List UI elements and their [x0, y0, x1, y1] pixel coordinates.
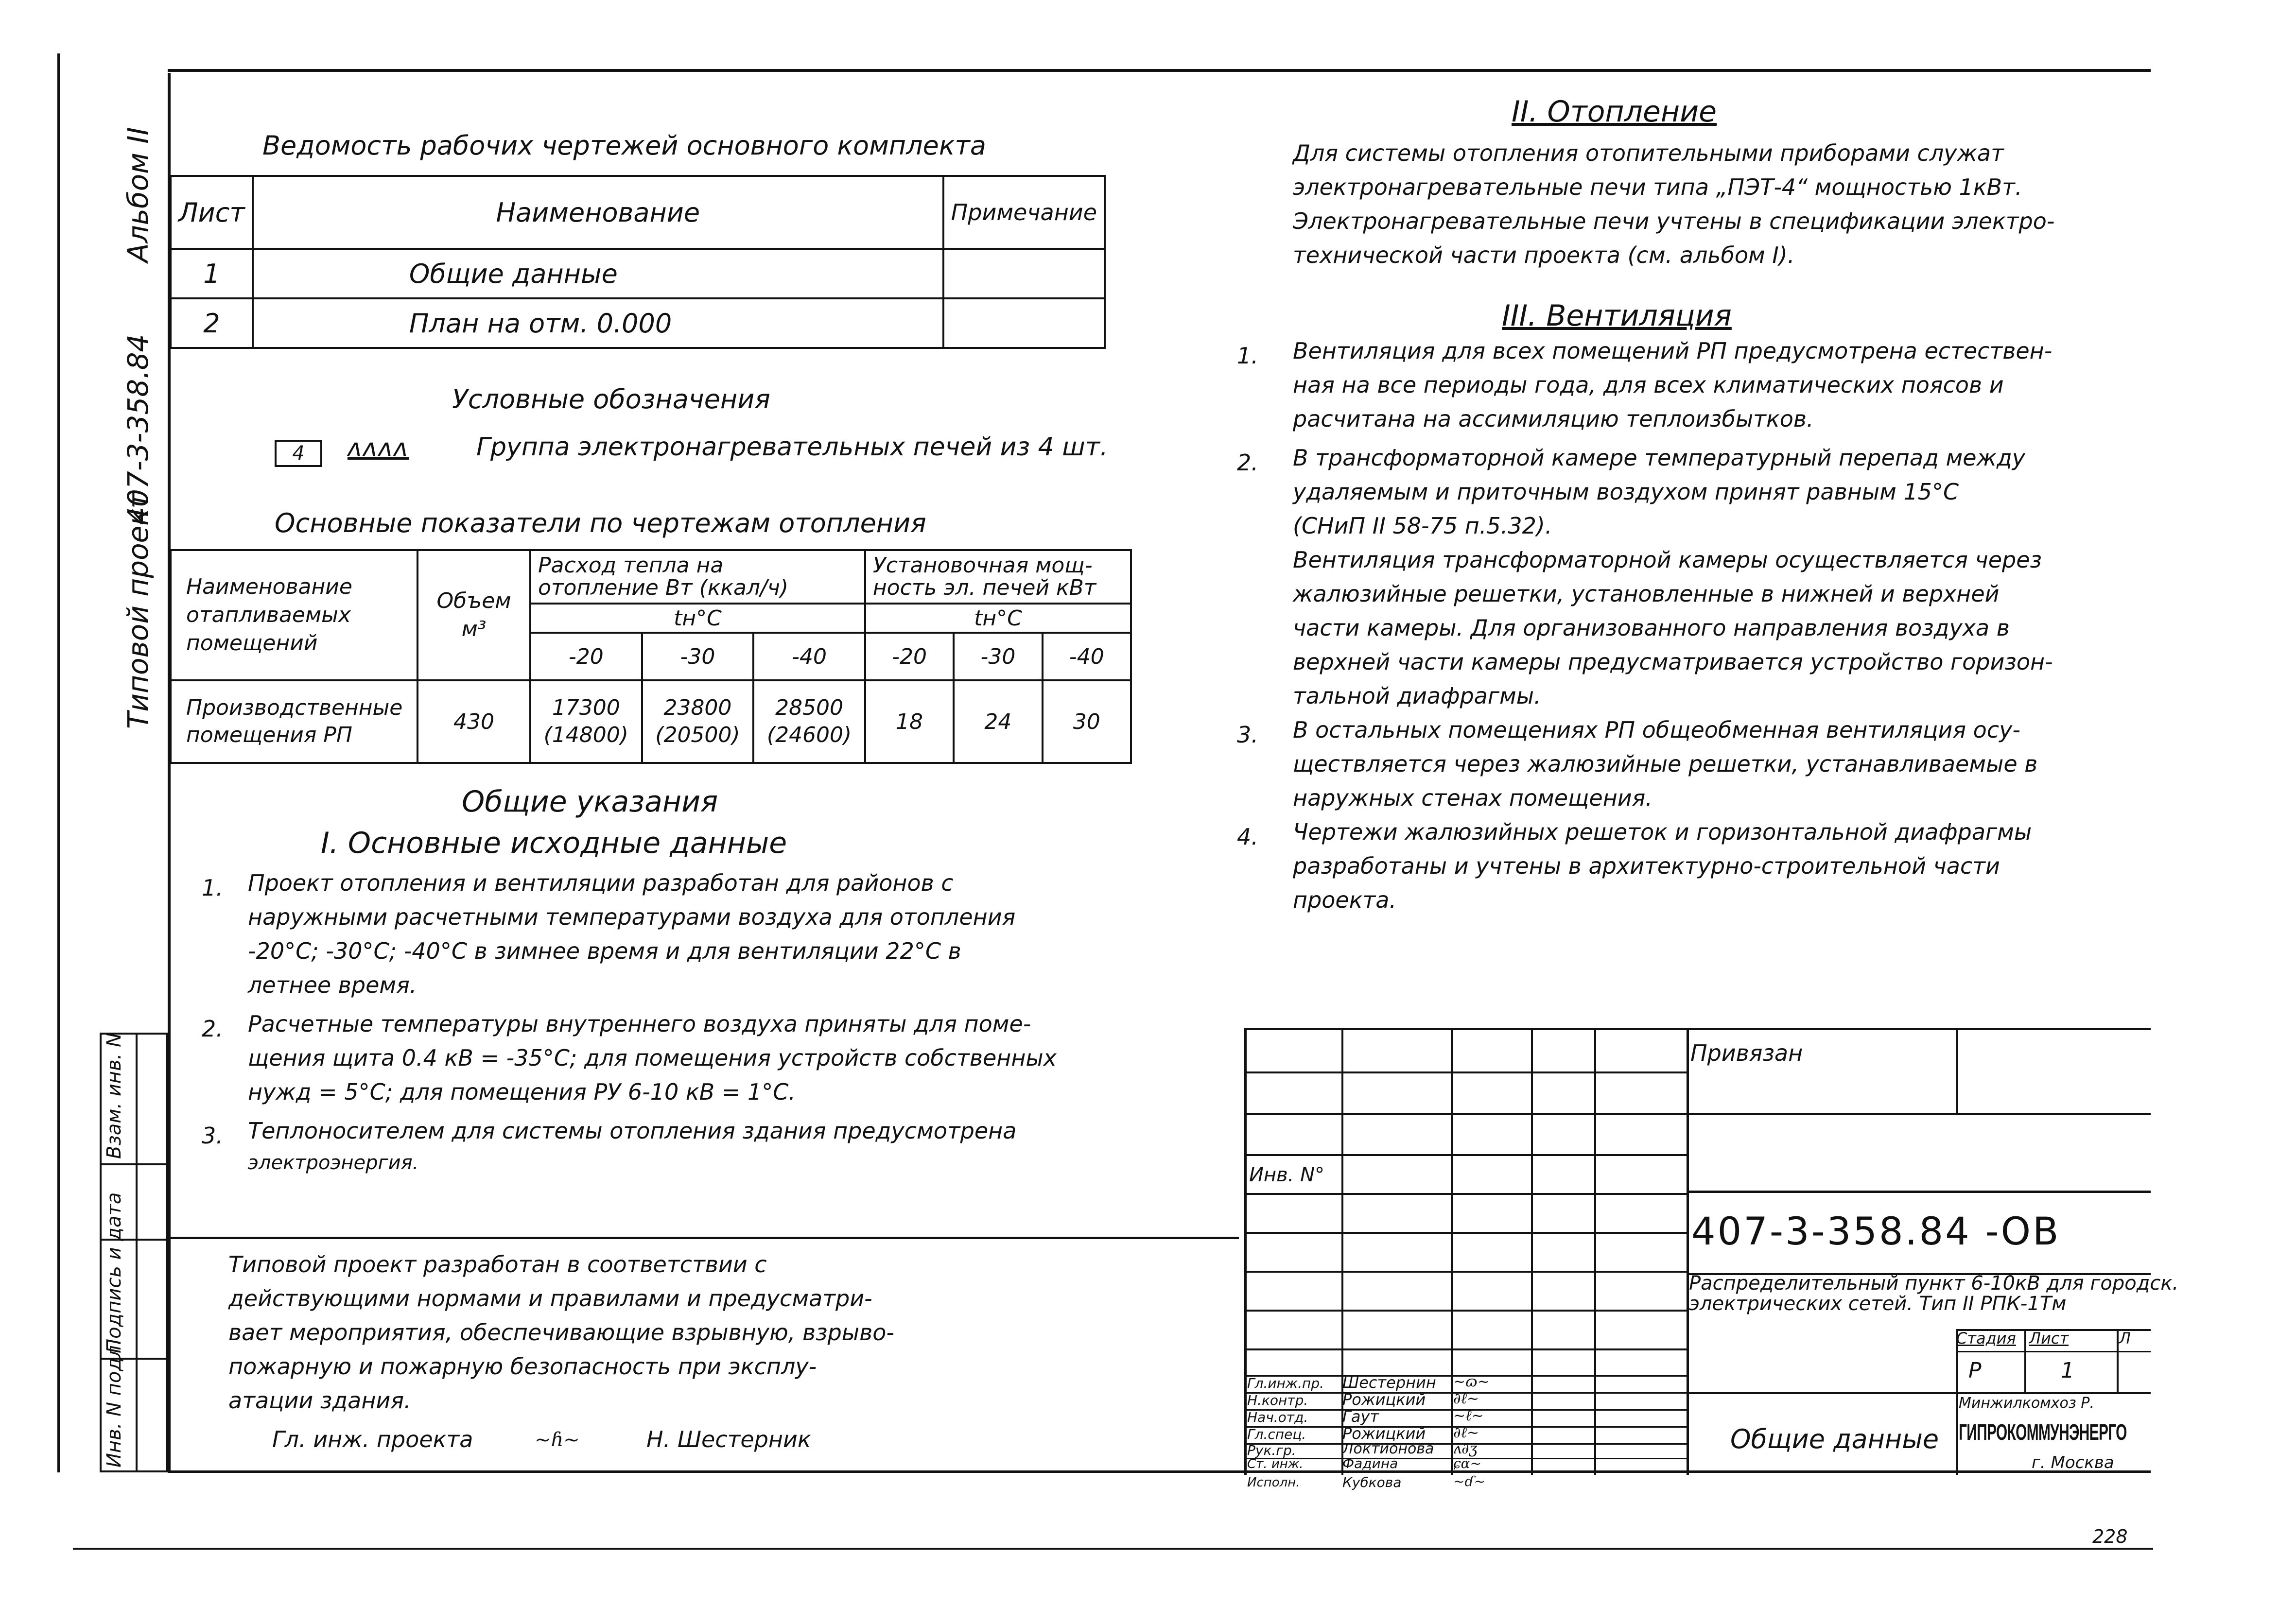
title-document-code: 407-3-358.84 -ОВ	[1691, 1210, 2061, 1254]
indicators-heat-value: 23800	[663, 695, 732, 720]
vent-item-1-line: ная на все периоды года, для всех климатических поясов и	[1293, 372, 2004, 398]
vedomost-name-cell: Общие данные	[253, 249, 943, 298]
indicators-power-value: 30	[1043, 680, 1131, 763]
indicators-head-power-2: ность эл. печей кВт	[872, 575, 1096, 600]
heating-line: технической части проекта (см. альбом I).	[1293, 242, 1795, 268]
sheet-value: 1	[2061, 1358, 2074, 1383]
general-item-1-line: наружными расчетными температурами воздуха для отопления	[248, 904, 1016, 930]
indicators-temp-cell: -20	[530, 633, 642, 680]
role-label: Гл.инж.пр.	[1247, 1375, 1324, 1391]
vent-item-1-line: расчитана на ассимиляцию теплоизбытков.	[1293, 406, 1814, 432]
vent-item-2-line: удаляемым и приточным воздухом принят равным 15°С	[1293, 479, 1959, 505]
vent-item-2-line: Вентиляция трансформаторной камеры осуществляется через	[1293, 547, 2042, 573]
side-project-type: Типовой проект	[122, 492, 155, 729]
indicators-head-name-3: помещений	[186, 631, 318, 656]
general-item-1-num: 1.	[202, 875, 223, 901]
vedomost-note-cell	[943, 249, 1105, 298]
page-bottom-rule	[73, 1548, 2153, 1550]
general-item-3-line: Теплоносителем для системы отопления здания предусмотрена	[248, 1118, 1017, 1144]
heater-group-symbol: ᴧᴧᴧᴧ	[348, 433, 409, 462]
heating-line: Для системы отопления отопительными приборами служат	[1293, 140, 2004, 166]
general-item-2-line: нужд = 5°С; для помещения РУ 6-10 кВ = 1°С.	[248, 1079, 796, 1105]
indicators-temp-cell: -30	[642, 633, 754, 680]
compliance-line: пожарную и пожарную безопасность при эксплу-	[228, 1353, 817, 1380]
indicators-heat-kcal: (20500)	[655, 723, 740, 747]
side-cell-original-inv: Инв. N подл.	[103, 1339, 125, 1468]
chief-engineer-signature: ~ɦ~	[535, 1429, 580, 1451]
indicators-temp-label-power: tн°С	[865, 604, 1131, 633]
stage-header: Стадия	[1956, 1329, 2016, 1348]
general-item-1-line: летнее время.	[248, 972, 417, 998]
title-ministry: Минжилкомхоз Р.	[1959, 1395, 2095, 1412]
role-label: Н.контр.	[1247, 1392, 1308, 1408]
indicators-row-name-2: помещения РП	[186, 723, 352, 747]
indicators-head-heat-2: отопление Вт (ккал/ч)	[538, 575, 789, 600]
compliance-line: вает мероприятия, обеспечивающие взрывную, взрыво-	[228, 1319, 894, 1346]
indicators-heat-value: 17300	[552, 695, 620, 720]
title-inv-label: Инв. N°	[1249, 1164, 1324, 1186]
vent-item-3-num: 3.	[1237, 722, 1258, 748]
frame-top-line	[168, 69, 2151, 72]
vedomost-header-sheet: Лист	[171, 176, 253, 249]
vent-item-2-line: В трансформаторной камере температурный перепад между	[1293, 445, 2025, 471]
indicators-row-volume: 430	[417, 680, 530, 763]
role-name: Кубкова	[1342, 1474, 1402, 1490]
side-cell-replace-inv: Взам. инв. N	[103, 1033, 125, 1159]
indicators-table	[170, 549, 1132, 764]
indicators-title: Основные показатели по чертежам отопления	[275, 508, 926, 538]
general-item-1-line: -20°С; -30°С; -40°С в зимнее время и для вентиляции 22°С в	[248, 938, 961, 964]
indicators-power-value: 18	[865, 680, 954, 763]
vent-item-2-line: жалюзийные решетки, установленные в нижней и верхней	[1293, 581, 2000, 607]
vedomost-sheet-cell: 2	[171, 298, 253, 348]
role-label: Нач.отд.	[1247, 1409, 1308, 1425]
legend-title: Условные обозначения	[452, 384, 770, 415]
indicators-row-name-1: Производственные	[186, 695, 403, 720]
vedomost-name-cell: План на отм. 0.000	[253, 298, 943, 348]
general-title: Общие указания	[462, 785, 718, 819]
indicators-temp-cell: -30	[954, 633, 1042, 680]
general-item-3-num: 3.	[202, 1123, 223, 1149]
indicators-head-power-1: Установочная мощ-	[872, 553, 1093, 578]
role-name: Рожицкий	[1342, 1424, 1426, 1443]
vent-item-1-line: Вентиляция для всех помещений РП предусмотрена естествен-	[1293, 338, 2052, 364]
title-privyazan: Привязан	[1690, 1040, 1803, 1066]
vedomost-sheet-cell: 1	[171, 249, 253, 298]
indicators-temp-cell: -40	[1043, 633, 1131, 680]
indicators-head-volume-1: Объем	[436, 588, 511, 613]
indicators-heat-value: 28500	[775, 695, 844, 720]
indicators-temp-cell: -20	[865, 633, 954, 680]
indicators-head-volume-2: м³	[461, 617, 487, 641]
role-label: Ст. инж.	[1247, 1457, 1304, 1471]
title-description-line-2: электрических сетей. Тип II РПК-1Тм	[1689, 1293, 2067, 1315]
stage-value: Р	[1968, 1358, 1982, 1383]
table-row	[171, 249, 1105, 298]
vent-item-4-line: Чертежи жалюзийных решеток и горизонтальной диафрагмы	[1293, 819, 2032, 845]
vent-item-3-line: В остальных помещениях РП общеобменная вентиляция осу-	[1293, 717, 2020, 743]
vedomost-table	[170, 175, 1106, 349]
vedomost-title: Ведомость рабочих чертежей основного комплекта	[262, 130, 987, 161]
vedomost-header-name: Наименование	[253, 176, 943, 249]
heating-title: II. Отопление	[1512, 95, 1717, 129]
general-section1-title: I. Основные исходные данные	[321, 826, 787, 860]
indicators-temp-cell: -40	[753, 633, 865, 680]
compliance-line: Типовой проект разработан в соответствии с	[228, 1251, 767, 1278]
indicators-head-heat-1: Расход тепла на	[538, 553, 724, 578]
signature-glyph: ~ɷ~	[1453, 1373, 1490, 1390]
side-project-code: 407-3-358.84	[122, 334, 155, 525]
indicators-heat-kcal: (24600)	[766, 723, 852, 747]
ventilation-title: III. Вентиляция	[1502, 299, 1732, 333]
vent-item-1-num: 1.	[1237, 343, 1258, 369]
signature-glyph: ʌ∂ʒ	[1453, 1440, 1478, 1457]
compliance-signer-role: Гл. инж. проекта	[272, 1426, 473, 1452]
role-label: Исполн.	[1247, 1475, 1300, 1490]
legend-text: Группа электронагревательных печей из 4 шт.	[476, 432, 1108, 462]
table-row	[171, 298, 1105, 348]
indicators-heat-kcal: (14800)	[543, 723, 628, 747]
compliance-box-top	[170, 1237, 1239, 1239]
vedomost-note-cell	[943, 298, 1105, 348]
role-label: Гл.спец.	[1247, 1426, 1306, 1442]
vent-item-2-line: части камеры. Для организованного направления воздуха в	[1293, 615, 2010, 641]
vent-item-4-line: проекта.	[1293, 887, 1397, 913]
role-name: Рожицкий	[1342, 1390, 1426, 1409]
vent-item-2-line: (СНиП II 58-75 п.5.32).	[1293, 513, 1552, 539]
heating-line: электронагревательные печи типа „ПЭТ-4“ мощностью 1кВт.	[1293, 174, 2022, 200]
side-cell-signature-date: Подпись и дата	[103, 1192, 125, 1353]
title-sheet-name: Общие данные	[1730, 1424, 1939, 1454]
signature-glyph: ∂ℓ~	[1453, 1424, 1479, 1441]
title-description-line-1: Распределительный пункт 6-10кВ для городск.	[1689, 1272, 2179, 1295]
table-row	[171, 680, 1131, 763]
sheets-header: Л	[2119, 1329, 2131, 1348]
frame-left-line	[57, 53, 60, 1472]
side-album-label: Альбом II	[122, 127, 155, 262]
sheet-header: Лист	[2029, 1329, 2069, 1348]
indicators-power-value: 24	[954, 680, 1042, 763]
general-item-2-line: щения щита 0.4 кВ = -35°С; для помещения устройств собственных	[248, 1045, 1057, 1071]
vent-item-3-line: ществляется через жалюзийные решетки, устанавливаемые в	[1293, 751, 2038, 777]
title-city: г. Москва	[2032, 1453, 2114, 1472]
signature-glyph: ɕɑ~	[1453, 1455, 1482, 1471]
vent-item-4-line: разработаны и учтены в архитектурно-строительной части	[1293, 853, 2000, 879]
vent-item-2-line: тальной диафрагмы.	[1293, 683, 1541, 709]
role-name: Шестернин	[1342, 1373, 1436, 1392]
vent-item-2-line: верхней части камеры предусматривается устройство горизон-	[1293, 649, 2053, 675]
role-name: Гаут	[1342, 1407, 1379, 1426]
organization-logo: ГИПРОКОММУНЭНЕРГО	[1959, 1419, 2127, 1445]
vent-item-4-num: 4.	[1237, 824, 1258, 850]
signature-glyph: ~ℓ~	[1453, 1407, 1484, 1424]
general-item-2-line: Расчетные температуры внутреннего воздуха приняты для поме-	[248, 1011, 1031, 1037]
legend-badge: 4	[275, 440, 322, 467]
general-item-2-num: 2.	[202, 1016, 223, 1042]
compliance-line: атации здания.	[228, 1387, 411, 1414]
page-number: 228	[2092, 1526, 2128, 1547]
general-item-1-line: Проект отопления и вентиляции разработан для районов с	[248, 870, 954, 896]
general-item-3-line: электроэнергия.	[248, 1152, 419, 1174]
vent-item-3-line: наружных стенах помещения.	[1293, 785, 1652, 811]
signature-glyph: ~ɗ~	[1453, 1473, 1486, 1489]
indicators-temp-label-heat: tн°С	[530, 604, 865, 633]
heating-line: Электронагревательные печи учтены в спецификации электро-	[1293, 208, 2055, 234]
vent-item-2-num: 2.	[1237, 449, 1258, 476]
indicators-head-name-2: отапливаемых	[186, 603, 351, 627]
signature-glyph: ∂ℓ~	[1453, 1390, 1479, 1407]
indicators-head-name-1: Наименование	[186, 574, 352, 599]
role-name: Фадина	[1342, 1455, 1398, 1471]
vedomost-header-note: Примечание	[943, 176, 1105, 249]
role-name: Локтионова	[1342, 1440, 1434, 1457]
compliance-signer-name: Н. Шестерник	[646, 1426, 811, 1452]
role-label: Рук.гр.	[1247, 1442, 1296, 1458]
compliance-line: действующими нормами и правилами и предусматри-	[228, 1285, 872, 1312]
